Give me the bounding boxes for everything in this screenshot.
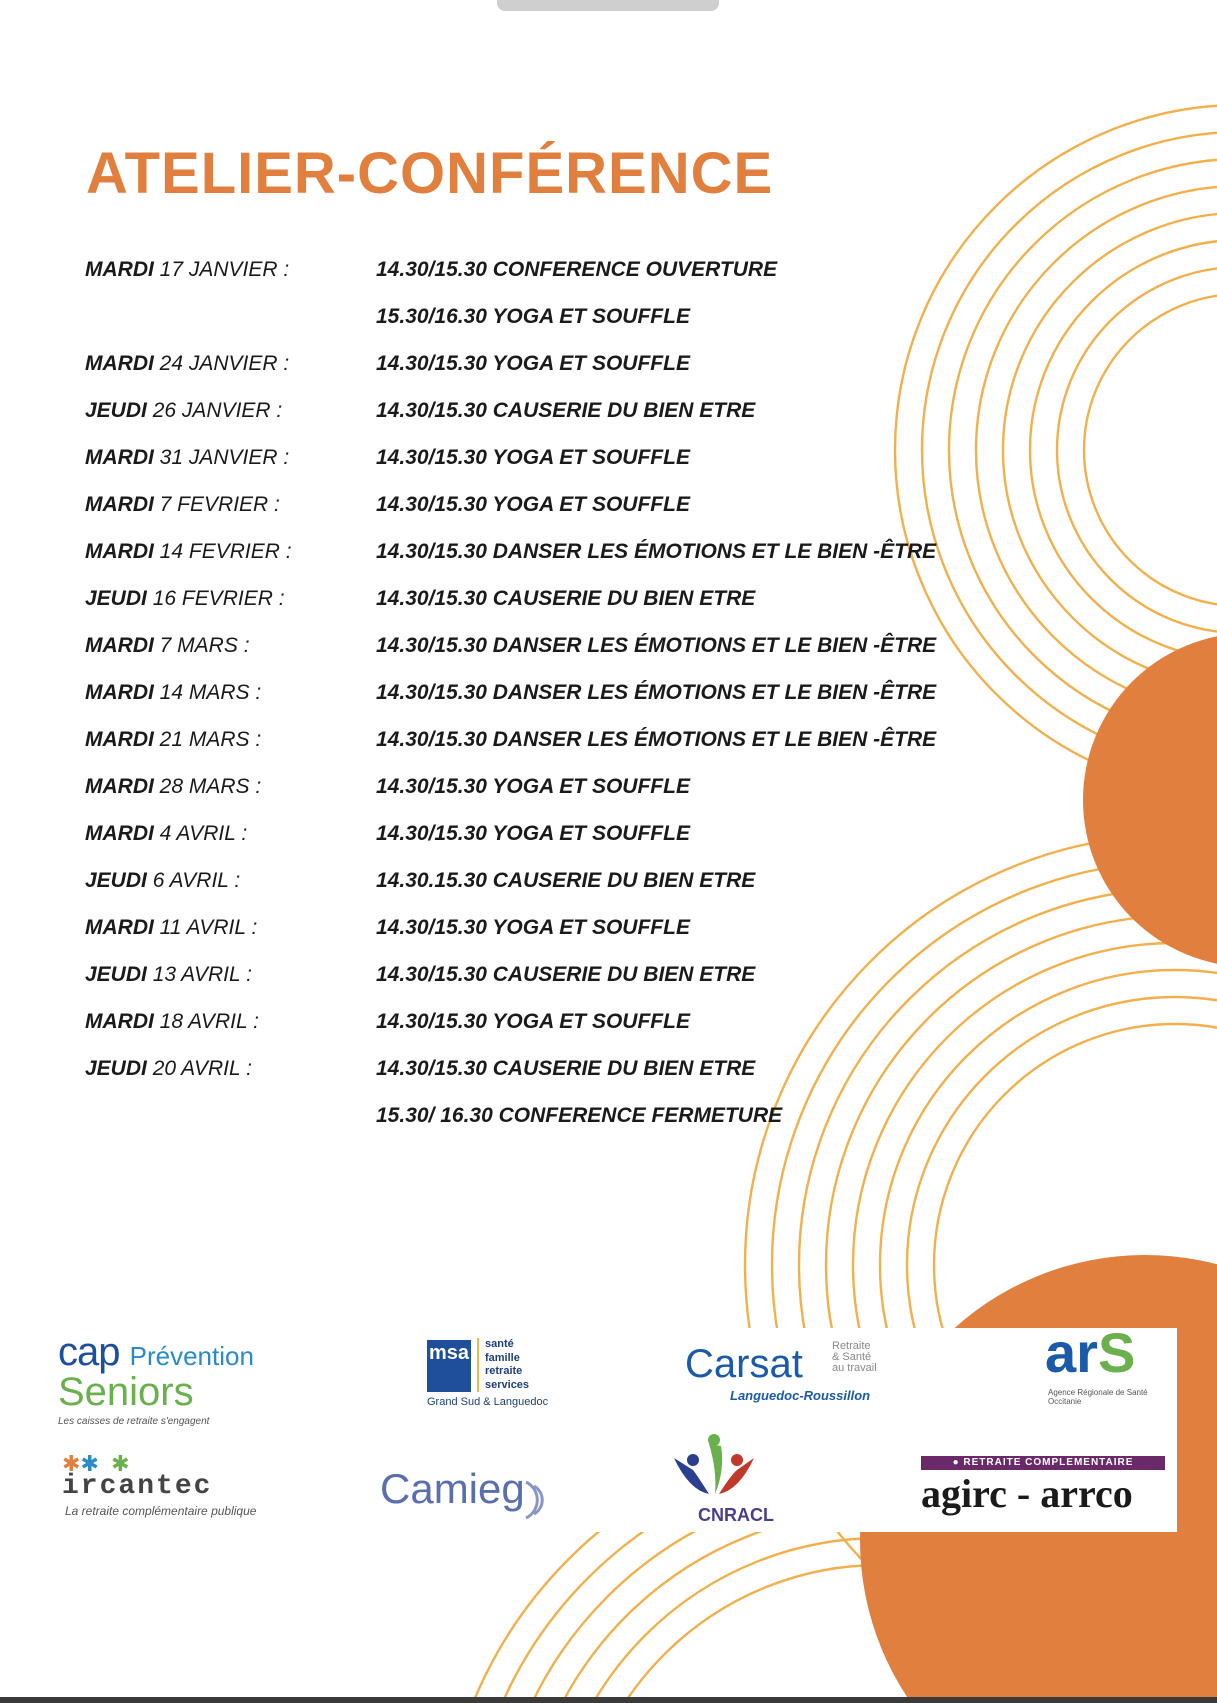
schedule-activity: 14.30/15.30 YOGA ET SOUFFLE — [376, 352, 690, 375]
ircantec-sub: La retraite complémentaire publique — [65, 1504, 257, 1518]
schedule-activity: 14.30/15.30 DANSER LES ÉMOTIONS ET LE BIEN -ÊTRE — [376, 540, 937, 563]
ars-sub: Agence Régionale de Santé Occitanie — [1048, 1388, 1148, 1406]
schedule-activity: 14.30/15.30 YOGA ET SOUFFLE — [376, 822, 690, 845]
schedule-activity: 14.30/15.30 DANSER LES ÉMOTIONS ET LE BIEN -ÊTRE — [376, 634, 937, 657]
carsat-logo: Carsat — [685, 1342, 803, 1386]
schedule-weekday: MARDI — [85, 728, 154, 751]
schedule-date: 16 FEVRIER : — [152, 587, 285, 610]
schedule-weekday: JEUDI — [85, 587, 147, 610]
schedule-activity: 15.30/16.30 YOGA ET SOUFFLE — [376, 305, 690, 328]
schedule-date: 21 MARS : — [159, 728, 262, 751]
schedule-day — [85, 493, 280, 517]
schedule-weekday: MARDI — [85, 775, 154, 798]
msa-line: retraite — [485, 1365, 523, 1377]
schedule-day — [85, 775, 261, 799]
msa-line: services — [485, 1378, 530, 1391]
schedule-date: 4 AVRIL : — [159, 822, 248, 845]
schedule-weekday: MARDI — [85, 822, 154, 845]
schedule-activity: 14.30/15.30 DANSER LES ÉMOTIONS ET LE BIEN -ÊTRE — [376, 681, 937, 704]
schedule-date: 17 JANVIER : — [159, 258, 290, 281]
schedule-activity: 14.30/15.30 YOGA ET SOUFFLE — [376, 493, 690, 516]
schedule-date: 20 AVRIL : — [152, 1057, 252, 1080]
schedule-date: 24 JANVIER : — [159, 352, 290, 375]
schedule-weekday: MARDI — [85, 916, 154, 939]
schedule-activity: 14.30/15.30 CAUSERIE DU BIEN ETRE — [376, 587, 756, 610]
schedule-activity: 14.30/15.30 CAUSERIE DU BIEN ETRE — [376, 963, 756, 986]
schedule-date: 13 AVRIL : — [152, 963, 252, 986]
bottom-edge-bar — [0, 1697, 1217, 1703]
schedule-day — [85, 587, 285, 611]
schedule-weekday: MARDI — [85, 634, 154, 657]
schedule-weekday: JEUDI — [85, 399, 147, 422]
schedule-weekday: MARDI — [85, 540, 154, 563]
schedule-date: 7 FEVRIER : — [159, 493, 280, 516]
schedule-activity: 14.30/15.30 YOGA ET SOUFFLE — [376, 775, 690, 798]
schedule-date: 6 AVRIL : — [152, 869, 241, 892]
schedule-day — [85, 1057, 252, 1081]
msa-logo: msa — [427, 1340, 471, 1392]
schedule-day — [85, 446, 289, 470]
schedule-weekday: MARDI — [85, 1010, 154, 1033]
cap-text: cap — [58, 1330, 120, 1374]
schedule-date: 28 MARS : — [159, 775, 262, 798]
schedule-date: 31 JANVIER : — [159, 446, 290, 469]
cap-tagline: Les caisses de retraite s'engagent — [58, 1416, 210, 1427]
msa-sub: Grand Sud & Languedoc — [427, 1396, 549, 1408]
schedule-date: 14 FEVRIER : — [159, 540, 292, 563]
camieg-logo: Camieg — [380, 1465, 525, 1512]
schedule-activity: 14.30/15.30 YOGA ET SOUFFLE — [376, 446, 690, 469]
cap-prevention-logo — [58, 1330, 254, 1375]
schedule-day — [85, 1010, 259, 1034]
msa-lines — [477, 1338, 529, 1392]
msa-line: famille — [485, 1351, 520, 1364]
schedule-date: 14 MARS : — [159, 681, 262, 704]
partner-logos — [40, 1321, 1177, 1532]
schedule-weekday: MARDI — [85, 446, 154, 469]
seniors-text: Seniors — [58, 1370, 194, 1414]
page-title: ATELIER-CONFÉRENCE — [86, 141, 774, 206]
schedule-activity: 14.30/15.30 CAUSERIE DU BIEN ETRE — [376, 1057, 756, 1080]
schedule-date: 26 JANVIER : — [152, 399, 283, 422]
schedule-activity: 14.30/15.30 CAUSERIE DU BIEN ETRE — [376, 399, 756, 422]
schedule-day — [85, 916, 257, 940]
schedule-date: 7 MARS : — [159, 634, 250, 657]
schedule-day — [85, 963, 252, 987]
schedule-weekday: MARDI — [85, 493, 154, 516]
carsat-tag — [832, 1341, 877, 1374]
carsat-tag-line: & Santé — [832, 1351, 872, 1363]
schedule-day — [85, 352, 289, 376]
ircantec-figures-icon: ✱✱ ✱ — [62, 1451, 130, 1476]
schedule-weekday: JEUDI — [85, 1057, 147, 1080]
schedule-weekday: JEUDI — [85, 869, 147, 892]
cnracl-logo: CNRACL — [698, 1505, 774, 1525]
carsat-sub: Languedoc-Roussillon — [730, 1388, 871, 1403]
schedule-activity: 15.30/ 16.30 CONFERENCE FERMETURE — [376, 1104, 783, 1127]
schedule-day — [85, 681, 261, 705]
msa-line: santé — [485, 1338, 514, 1350]
ars-s: S — [1097, 1321, 1136, 1384]
agirc-arrco-logo: agirc - arrco — [921, 1471, 1133, 1516]
schedule-activity: 14.30/15.30 DANSER LES ÉMOTIONS ET LE BIEN -ÊTRE — [376, 728, 937, 751]
schedule-activity: 14.30/15.30 YOGA ET SOUFFLE — [376, 1010, 690, 1033]
schedule-weekday: MARDI — [85, 681, 154, 704]
schedule-date: 11 AVRIL : — [159, 916, 258, 939]
agirc-bar: ● RETRAITE COMPLEMENTAIRE — [921, 1456, 1165, 1470]
schedule-day — [85, 822, 247, 846]
schedule-day — [85, 399, 282, 423]
carsat-tag-line: Retraite — [832, 1340, 871, 1352]
schedule-day — [85, 869, 240, 893]
ars-letters: ar — [1045, 1321, 1098, 1384]
schedule-day — [85, 728, 261, 752]
prevention-text: Prévention — [129, 1341, 254, 1371]
schedule-weekday: MARDI — [85, 258, 154, 281]
cnracl-figures-icon — [669, 1430, 759, 1502]
schedule-activity: 14.30.15.30 CAUSERIE DU BIEN ETRE — [376, 869, 756, 892]
carsat-tag-line: au travail — [832, 1362, 877, 1374]
schedule-activity: 14.30/15.30 YOGA ET SOUFFLE — [376, 916, 690, 939]
camieg-waves-icon — [518, 1476, 568, 1524]
schedule-date: 18 AVRIL : — [159, 1010, 259, 1033]
schedule-weekday: JEUDI — [85, 963, 147, 986]
ars-logo — [1045, 1320, 1135, 1385]
schedule-day — [85, 258, 289, 282]
schedule-day — [85, 540, 292, 564]
top-scroll-tab — [497, 0, 719, 11]
schedule-activity: 14.30/15.30 CONFERENCE OUVERTURE — [376, 258, 778, 281]
ircantec-logo: ircantec — [62, 1471, 213, 1502]
schedule-weekday: MARDI — [85, 352, 154, 375]
schedule-day — [85, 634, 250, 658]
